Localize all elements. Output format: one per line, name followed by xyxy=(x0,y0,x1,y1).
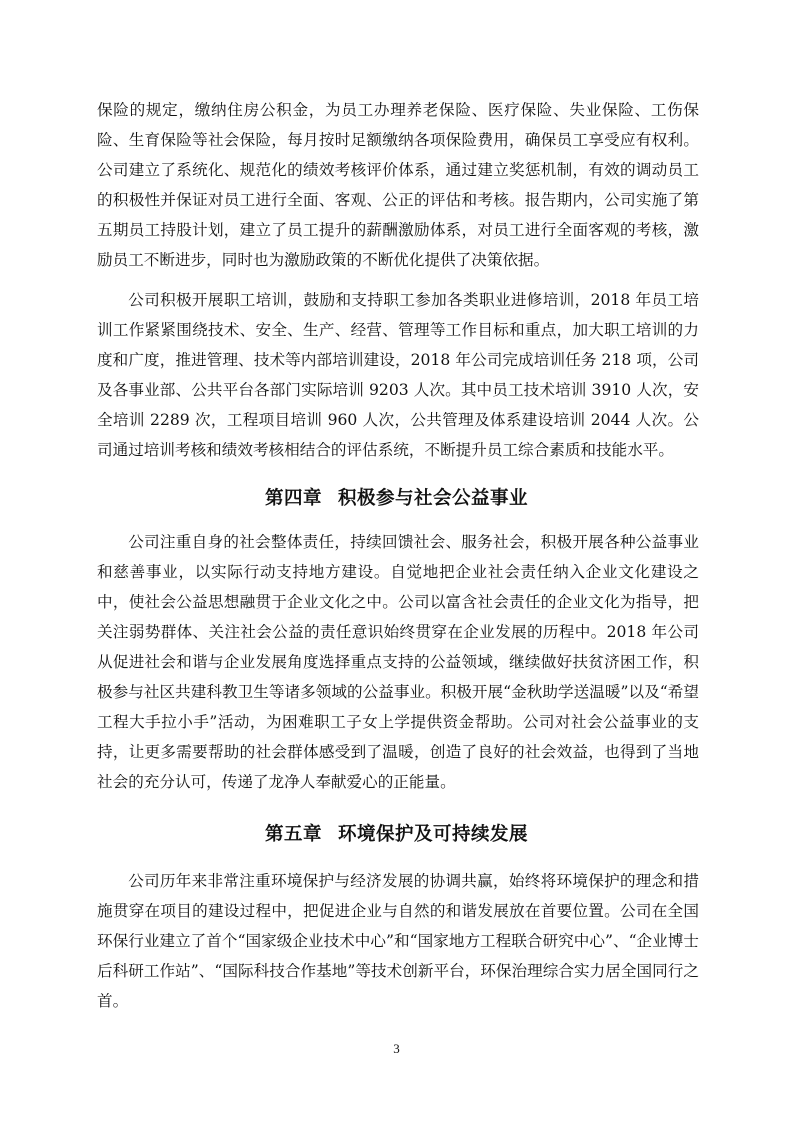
chapter-5-heading xyxy=(0,820,793,846)
chapter-5-number: 第五章 xyxy=(264,824,322,845)
paragraph-public-welfare: 公司注重自身的社会整体责任，持续回馈社会、服务社会，积极开展各种公益事业和慈善事业，以实际行动支持地方建设。自觉地把企业社会责任纳入企业文化建设之中，使社会公益思想融贯于企业文化之中。公司以富含社会责任的企业文化为指导，把关注弱势群体、关注社会公益的责任意识始终贯穿在企业发展的历程中。2018 年公司从促进社会和谐与企业发展角度选择重点支持的公益领域，继续做好扶贫济困工作，积极参与社区共建科教卫生等诸多领域的公益事业。积极开展“金秋助学送温暖”以及“希望工程大手拉小手”活动，为困难职工子女上学提供资金帮助。公司对社会公益事业的支持，让更多需要帮助的社会群体感受到了温暖，创造了良好的社会效益，也得到了当地社会的充分认可，传递了龙净人奉献爱心的正能量。 xyxy=(97,533,699,791)
chapter-4-heading xyxy=(0,484,793,510)
paragraph-employee-training: 公司积极开展职工培训，鼓励和支持职工参加各类职业进修培训，2018 年员工培训工作紧紧围绕技术、安全、生产、经营、管理等工作目标和重点，加大职工培训的力度和广度，推进管理、技术等内部培训建设，2018 年公司完成培训任务 218 项，公司及各事业部、公共平台各部门实际培训 9203 人次。其中员工技术培训 3910 人次，安全培训 2289 次，工程项目培训 960 人次，公共管理及体系建设培训 2044 人次。公司通过培训考核和绩效考核相结合的评估系统，不断提升员工综合素质和技能水平。 xyxy=(97,291,699,459)
chapter-4-number: 第四章 xyxy=(264,488,322,509)
chapter-4-title: 积极参与社会公益事业 xyxy=(338,488,529,509)
paragraph-environmental-protection: 公司历年来非常注重环境保护与经济发展的协调共赢，始终将环境保护的理念和措施贯穿在项目的建设过程中，把促进企业与自然的和谐发展放在首要位置。公司在全国环保行业建立了首个“国家级企业技术中心”和“国家地方工程联合研究中心”、“企业博士后科研工作站”、“国际科技合作基地”等技术创新平台，环保治理综合实力居全国同行之首。 xyxy=(97,872,699,1010)
paragraph-employee-insurance: 保险的规定，缴纳住房公积金，为员工办理养老保险、医疗保险、失业保险、工伤保险、生育保险等社会保险，每月按时足额缴纳各项保险费用，确保员工享受应有权利。公司建立了系统化、规范化的绩效考核评价体系，通过建立奖惩机制，有效的调动员工的积极性并保证对员工进行全面、客观、公正的评估和考核。报告期内，公司实施了第五期员工持股计划，建立了员工提升的薪酬激励体系，对员工进行全面客观的考核，激励员工不断进步，同时也为激励政策的不断优化提供了决策依据。 xyxy=(97,101,699,269)
chapter-5-title: 环境保护及可持续发展 xyxy=(338,824,529,845)
page-number: 3 xyxy=(393,1041,400,1056)
